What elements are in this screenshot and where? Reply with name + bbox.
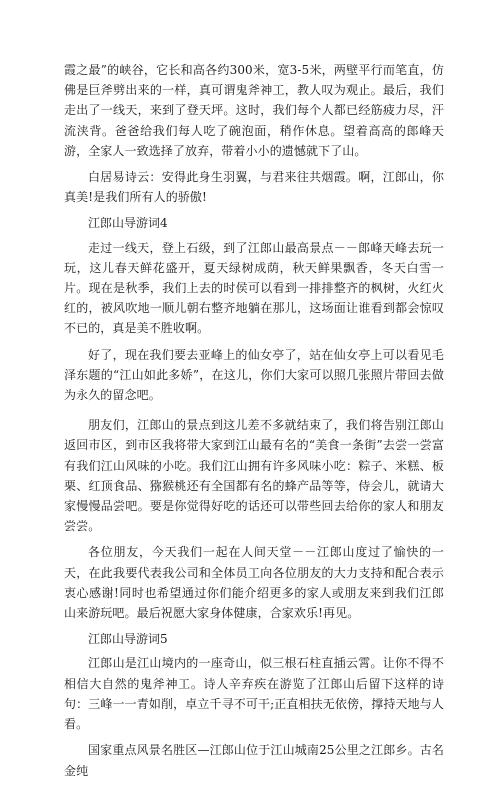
paragraph: 白居易诗云：安得此身生羽翼，与君来往共烟霞。啊，江郎山，你真美!是我们所有人的骄傲! <box>64 170 444 205</box>
paragraph: 好了，现在我们要去亚峰上的仙女亭了，站在仙女亭上可以看见毛泽东题的“江山如此多娇”，在这儿，你们大家可以照几张照片带回去做为永久的留念吧。 <box>64 347 444 403</box>
paragraph: 走过一线天，登上石级，到了江郎山最高景点－－郎峰天峰去玩一玩，这儿春天鲜花盛开，夏天绿树成荫，秋天鲜果飘香，冬天白雪一片。现在是秋季，我们上去的时侯可以看到一排排整齐的枫树，火红火红的，被风吹地一顺儿朝右整齐地躺在那儿，这场面让谁看到都会惊叹不已的，真是美不胜收啊。 <box>64 240 444 336</box>
section-heading: 江郎山导游词4 <box>88 216 168 231</box>
paragraph: 江郎山是江山境内的一座奇山，似三根石柱直插云霄。让你不得不相信大自然的鬼斧神工。诗人辛弃疾在游览了江郎山后留下这样的诗句：三峰一一青如削，卓立千寻不可干;正直相扶无依傍，撑持天地与人看。 <box>64 656 444 732</box>
paragraph: 国家重点风景名胜区—江郎山位于江山城南25公里之江郎乡。古名金纯 <box>64 743 444 778</box>
paragraph: 朋友们，江郎山的景点到这儿差不多就结束了，我们将告别江郎山返回市区，到市区我将带大家到江山最有名的“美食一条街”去尝一尝富有我们江山风味的小吃。我们江山拥有许多风味小吃：粽子、米糕、板栗、红顶食品、猕猴桃还有全国都有名的蜂产品等等，侍会儿，就请大家慢慢品尝吧。要是你觉得好吃的话还可以带些回去给你的家人和朋友尝尝。 <box>64 418 444 534</box>
paragraph: 各位朋友，今天我们一起在人间天堂－－江郎山度过了愉快的一天，在此我要代表我公司和全体员工向各位朋友的大力支持和配合表示衷心感谢!同时也希望通过你们能介绍更多的家人或朋友来到我们江郎山来游玩吧。最后祝愿大家身体健康，合家欢乐!再见。 <box>64 545 444 621</box>
document-page <box>64 60 444 787</box>
section-heading: 江郎山导游词5 <box>88 632 168 647</box>
paragraph: 霞之最”的峡谷，它长和高各约300米，宽3-5米，两壁平行而笔直，仿佛是巨斧劈出来的一样，真可谓鬼斧神工，教人叹为观止。最后，我们走出了一线天，来到了登天坪。这时，我们每个人都已经筋疲力尽，汗流浃背。爸爸给我们每人吃了碗泡面，稍作休息。望着高高的郎峰天游，全家人一致选择了放弃，带着小小的遗憾就下了山。 <box>64 63 444 158</box>
